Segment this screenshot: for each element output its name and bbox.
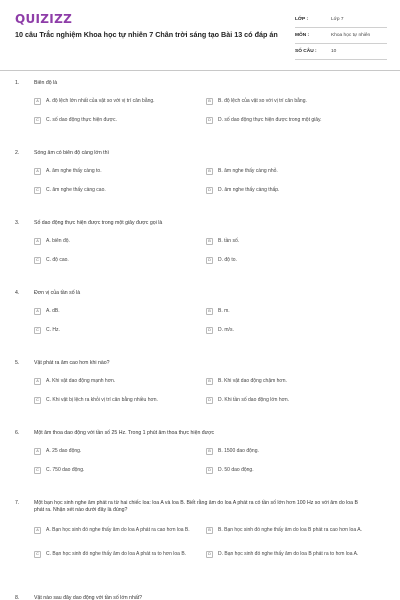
meta-row-class [295,12,387,28]
answer-option-b[interactable] [206,96,378,106]
question-3 [0,218,400,288]
answer-option-a[interactable] [34,236,206,246]
option-text: C. độ cao. [46,256,69,263]
option-text: B. 1500 dao động. [218,447,259,454]
worksheet-meta [295,12,387,60]
option-text: C. Bạn học sinh đó nghe thấy âm do loa A phát ra to hơn loa B. [46,550,187,557]
question-5 [0,358,400,428]
answer-option-c[interactable] [34,395,206,405]
option-letter-box[interactable]: B [206,238,213,245]
question-7 [0,498,400,593]
option-letter-box[interactable]: C [34,187,41,194]
meta-value: Khoa học tự nhiên [331,33,371,38]
answer-option-a[interactable] [34,96,206,106]
answer-option-d[interactable] [206,115,378,125]
quizizz-logo: QUIZIZZ [15,12,73,26]
question-1 [0,78,400,148]
option-text: D. Bạn học sinh đó nghe thấy âm do loa B phát ra to hơn loa A. [218,550,359,557]
option-text: D. số dao động thực hiện được trong một giây. [218,116,322,123]
question-text: Vật phát ra âm cao hơn khi nào? [34,360,110,366]
answer-options [34,306,379,335]
option-letter-box[interactable]: C [34,327,41,334]
option-letter-box[interactable]: C [34,117,41,124]
option-letter-box[interactable]: D [206,257,213,264]
question-number: 6. [15,430,20,436]
answer-option-c[interactable] [34,465,206,475]
answer-option-c[interactable] [34,549,206,559]
question-text: Vật nào sau đây dao động với tần số lớn nhất? [34,595,143,600]
question-text: Biên độ là [34,80,58,86]
option-text: A. biên độ. [46,237,70,244]
option-letter-box[interactable]: C [34,551,41,558]
answer-option-a[interactable] [34,446,206,456]
option-text: B. tần số. [218,237,240,244]
question-number: 2. [15,150,20,156]
answer-option-c[interactable] [34,255,206,265]
answer-option-d[interactable] [206,395,378,405]
worksheet-header [0,0,400,68]
answer-options [34,236,379,265]
answer-options [34,376,379,405]
option-letter-box[interactable]: A [34,527,41,534]
question-text: Một âm thoa dao động với tần số 25 Hz. Trong 1 phút âm thoa thực hiện được [34,430,215,436]
option-letter-box[interactable]: B [206,448,213,455]
meta-row-subject [295,28,387,44]
question-number: 4. [15,290,20,296]
answer-option-b[interactable] [206,525,378,535]
option-text: C. số dao động thực hiện được. [46,116,117,123]
answer-option-b[interactable] [206,236,378,246]
option-text: B. Khi vật dao động chậm hơn. [218,377,287,384]
answer-option-a[interactable] [34,376,206,386]
option-letter-box[interactable]: D [206,187,213,194]
answer-option-b[interactable] [206,166,378,176]
answer-options [34,96,379,125]
worksheet-title: 10 câu Trắc nghiệm Khoa học tự nhiên 7 Chân trời sáng tạo Bài 13 có đáp án [15,30,278,39]
option-letter-box[interactable]: A [34,238,41,245]
meta-label: LỚP : [295,17,309,22]
option-text: A. Khi vật dao động mạnh hơn. [46,377,116,384]
option-letter-box[interactable]: C [34,397,41,404]
meta-value: 10 [331,49,337,54]
question-2 [0,148,400,218]
header-divider [0,70,400,71]
option-text: D. độ to. [218,256,237,263]
answer-option-c[interactable] [34,325,206,335]
question-number: 1. [15,80,20,86]
option-letter-box[interactable]: B [206,98,213,105]
option-text: A. độ lệch lớn nhất của vật so với vị trí cân bằng. [46,97,155,104]
answer-option-c[interactable] [34,185,206,195]
answer-option-d[interactable] [206,255,378,265]
option-text: C. Khi vật bị lệch ra khỏi vị trí cân bằng nhiều hơn. [46,396,158,403]
option-letter-box[interactable]: A [34,168,41,175]
option-text: D. Khi tần số dao động lớn hơn. [218,396,290,403]
question-list [0,78,400,600]
question-number: 3. [15,220,20,226]
option-text: D. 50 dao động. [218,466,254,473]
question-8 [0,593,400,600]
question-text: Đơn vị của tần số là [34,290,81,296]
option-letter-box[interactable]: B [206,378,213,385]
question-text: Số dao động thực hiện được trong một giây được gọi là [34,220,163,226]
meta-label: SỐ CÂU : [295,49,317,54]
question-text: Sóng âm có biên độ càng lớn thì [34,150,109,156]
question-number: 5. [15,360,20,366]
option-text: A. 25 dao động. [46,447,82,454]
answer-option-a[interactable] [34,525,206,535]
question-4 [0,288,400,358]
option-text: A. Bạn học sinh đó nghe thấy âm do loa A phát ra cao hơn loa B. [46,526,190,533]
option-text: D. âm nghe thấy càng thấp. [218,186,280,193]
answer-option-b[interactable] [206,306,378,316]
answer-option-a[interactable] [34,166,206,176]
question-number: 8. [15,595,20,600]
option-letter-box[interactable]: D [206,467,213,474]
option-letter-box[interactable]: D [206,327,213,334]
option-letter-box[interactable]: A [34,448,41,455]
option-letter-box[interactable]: A [34,378,41,385]
option-letter-box[interactable]: A [34,98,41,105]
meta-value: Lớp 7 [331,17,344,22]
option-text: A. âm nghe thấy càng to. [46,167,102,174]
option-text: B. m. [218,307,230,314]
option-letter-box[interactable]: B [206,527,213,534]
answer-option-c[interactable] [34,115,206,125]
option-letter-box[interactable]: C [34,257,41,264]
option-text: C. âm nghe thấy càng cao. [46,186,106,193]
option-text: C. Hz. [46,326,60,333]
meta-label: MÔN : [295,33,310,38]
option-letter-box[interactable]: C [34,467,41,474]
question-number: 7. [15,500,20,506]
option-letter-box[interactable]: B [206,308,213,315]
answer-option-d[interactable] [206,465,378,475]
answer-options [34,525,379,559]
answer-options [34,446,379,475]
option-letter-box[interactable]: A [34,308,41,315]
option-letter-box[interactable]: D [206,397,213,404]
meta-row-count [295,44,387,60]
answer-option-d[interactable] [206,549,378,559]
option-letter-box[interactable]: D [206,117,213,124]
option-text: C. 750 dao động. [46,466,85,473]
answer-options [34,166,379,195]
option-letter-box[interactable]: D [206,551,213,558]
option-text: B. âm nghe thấy càng nhỏ. [218,167,278,174]
answer-option-d[interactable] [206,185,378,195]
option-text: B. Bạn học sinh đó nghe thấy âm do loa B phát ra cao hơn loa A. [218,526,362,533]
option-text: B. độ lệch của vật so với vị trí cân bằng. [218,97,307,104]
answer-option-a[interactable] [34,306,206,316]
question-text: Một bạn học sinh nghe âm phát ra từ hai chiếc loa: loa A và loa B. Biết rằng âm do loa A phát ra có tần số lớn hơn 100 Hz so với âm do loa B phát ra. Nhận xét nào dưới đây là đúng? [34,500,358,513]
option-letter-box[interactable]: B [206,168,213,175]
answer-option-d[interactable] [206,325,378,335]
answer-option-b[interactable] [206,376,378,386]
option-text: A. dB. [46,307,60,314]
question-6 [0,428,400,498]
answer-option-b[interactable] [206,446,378,456]
option-text: D. m/s. [218,326,234,333]
